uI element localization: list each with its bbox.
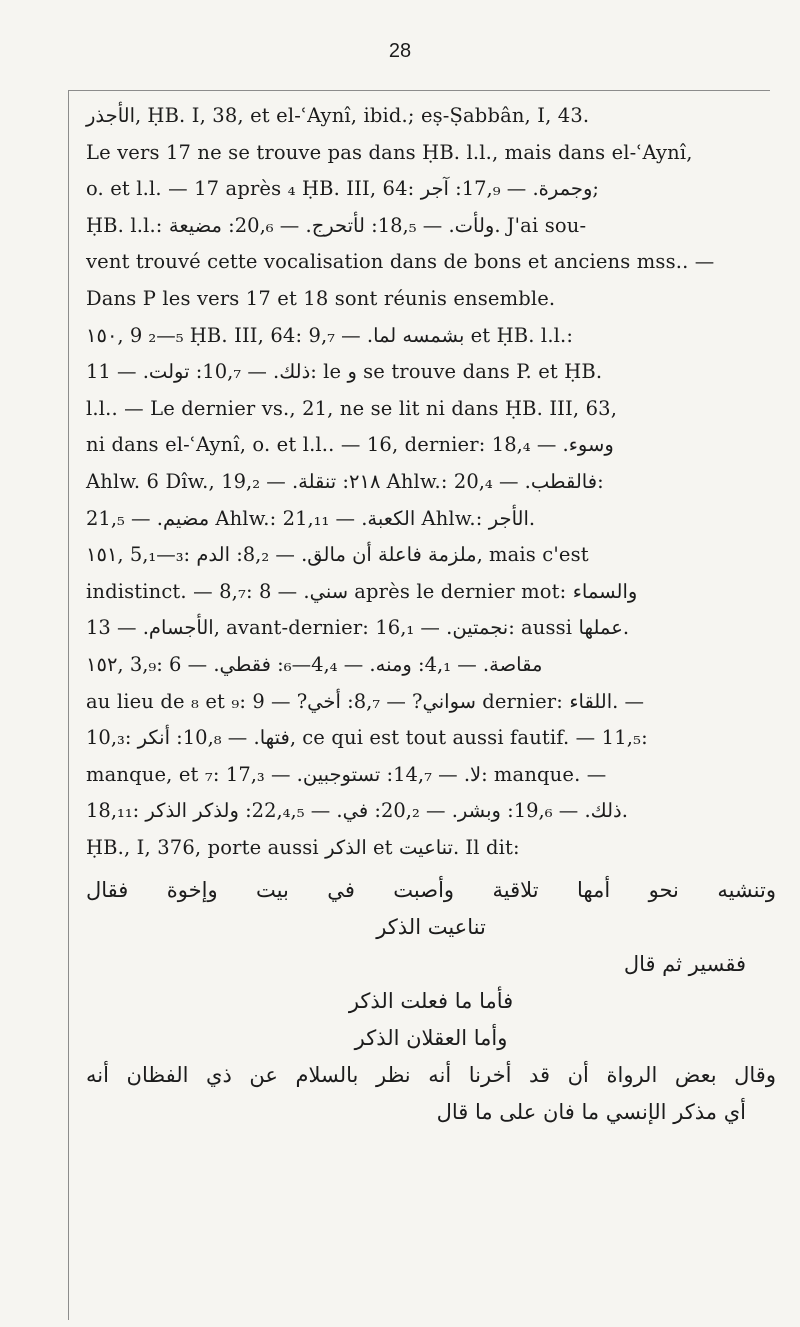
text-line: Dans P les vers 17 et 18 sont réunis ensemble.: [86, 286, 556, 310]
text-line: الأجذر, ḤB. I, 38, et el-ʿAynî, ibid.; eṣ-Ṣabbân, I, 43.: [86, 104, 590, 127]
text-line: ḤB. l.l.: ولأت. — 18,₅: لأتحرج. — 20,₆: مضيعة. J'ai sou-: [86, 213, 587, 237]
header-rule: [68, 90, 770, 91]
commentary-text: [86, 98, 776, 1131]
text-line: 18,₁₁: ذلك. — 19,₆: وبشر. — 20,₂: في. — 22,₄,₅: ولذكر الذكر.: [86, 799, 628, 823]
arabic-quotation: [86, 872, 776, 1131]
page-number: 28: [388, 40, 412, 62]
verse-line: وتنشيه نحو أمها تلاقية وأصبت في بيت وإخوة فقال: [86, 878, 776, 903]
verse-line: فأما ما فعلت الذكر: [348, 989, 514, 1014]
text-line: مضيم. — 21,₅ Ahlw.: الكعبة. — 21,₁₁ Ahlw.: الأجر.: [86, 506, 536, 530]
text-line: ḤB., I, 376, porte aussi الذكر et تناعيت. Il dit:: [86, 835, 520, 859]
verse-line: أي مذكر الإنسي ما فان على ما قال: [436, 1100, 746, 1125]
text-line: ذلك. — 10,₇: تولت. — 11: le و se trouve dans P. et ḤB.: [86, 360, 603, 384]
text-line: ١٥٠, 9 ₂—₅ ḤB. III, 64: بشمسه لما. — 9,₇ et ḤB. l.l.:: [86, 323, 574, 347]
text-line: 10,₃: فتها. — 10,₈: أنكر, ce qui est tout aussi fautif. — 11,₅:: [86, 726, 648, 750]
text-line: Ahlw. 6 Dîw., ٢١٨: تنقلة. — 19,₂ Ahlw.: فالقطب. — 20,₄:: [86, 469, 604, 493]
text-line: manque, et ₇: لا. — 14,₇: تستوجبين. — 17,₃: manque. —: [86, 762, 607, 786]
verse-line: وقال بعض الرواة أن قد أخرنا أنه نظر بالسلام عن ذي الفظان أنه: [86, 1063, 776, 1088]
text-line: l.l.. — Le dernier vs., 21, ne se lit ni dans ḤB. III, 63,: [86, 396, 618, 420]
text-line: ni dans el-ʿAynî, o. et l.l.. — 16, dernier: وسوء. — 18,₄: [86, 433, 614, 457]
verse-line: وأما العقلان الذكر: [354, 1026, 508, 1051]
margin-rule: [68, 90, 69, 1320]
text-line: Le vers 17 ne se trouve pas dans ḤB. l.l., mais dans el-ʿAynî,: [86, 140, 693, 164]
text-line: الأجسام. — 13, avant-dernier: نجمتين. — 16,₁: aussi عملها.: [86, 616, 630, 640]
text-line: o. et l.l. — 17 après ₄ ḤB. III, 64: وجمرة. — 17,₉: آجر;: [86, 177, 599, 201]
verse-line: فقسير ثم قال: [623, 952, 746, 977]
text-line: vent trouvé cette vocalisation dans de bons et anciens mss.. —: [86, 250, 715, 274]
text-line: ١٥٢, 3,₉: مقاصة. — 4,₁: ومنه. — 4,₄—₆: فقطي. — 6: [86, 652, 543, 676]
text-line: indistinct. — 8,₇: سني. — 8 après le dernier mot: والسماء: [86, 579, 638, 603]
verse-line: تناعيت الذكر: [376, 915, 486, 940]
text-line: au lieu de ₈ et ₉: سواني? — 8,₇: أخي? — 9 dernier: اللقاء. —: [86, 689, 645, 713]
text-line: ١٥١, 5,₁—₃: ملزمة فاعلة أن مالق. — 8,₂: الدم, mais c'est: [86, 543, 589, 567]
